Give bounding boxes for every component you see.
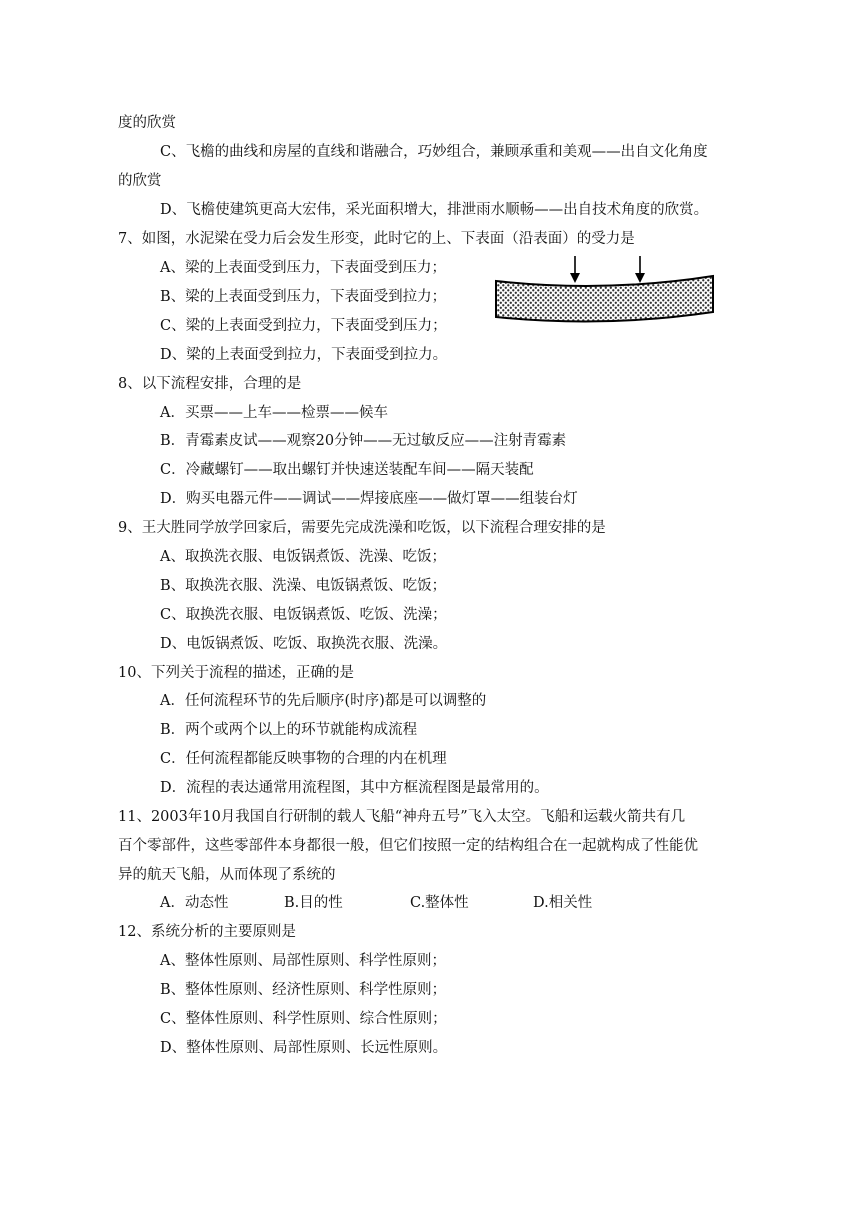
question-7-stem: 7、如图，水泥梁在受力后会发生形变，此时它的上、下表面（沿表面）的受力是	[118, 231, 635, 247]
question-10-option-d: D．流程的表达通常用流程图，其中方框流程图是最常用的。	[160, 780, 549, 796]
question-12-option-c: C、整体性原则、科学性原则、综合性原则；	[160, 1011, 447, 1027]
question-11-option-a: A．动态性	[160, 895, 229, 911]
question-10-option-b: B．两个或两个以上的环节就能构成流程	[160, 722, 418, 738]
question-8-option-c: C．冷藏螺钉——取出螺钉并快速送装配车间——隔天装配	[160, 462, 534, 478]
question-11-option-b: B.目的性	[284, 895, 343, 911]
option-d-prev: D、飞檐使建筑更高大宏伟，采光面积增大，排泄雨水顺畅——出自技术角度的欣赏。	[160, 202, 709, 218]
force-arrow-left-icon	[570, 273, 580, 283]
question-12-option-a: A、整体性原则、局部性原则、科学性原则；	[160, 953, 446, 969]
force-arrow-right-icon	[635, 273, 645, 283]
text-line: 度的欣赏	[118, 115, 176, 131]
question-9-stem: 9、王大胜同学放学回家后，需要先完成洗澡和吃饭，以下流程合理安排的是	[118, 520, 606, 536]
question-11-option-c: C.整体性	[410, 895, 469, 911]
question-7-option-b: B、梁的上表面受到压力，下表面受到拉力；	[160, 289, 447, 305]
question-8-option-a: A．买票——上车——检票——候车	[160, 405, 388, 421]
question-8-option-b: B．青霉素皮试——观察20分钟——无过敏反应——注射青霉素	[160, 433, 567, 449]
question-12-option-d: D、整体性原则、局部性原则、长远性原则。	[160, 1040, 448, 1056]
question-9-option-c: C、取换洗衣服、电饭锅煮饭、吃饭、洗澡；	[160, 607, 447, 623]
question-8-stem: 8、以下流程安排，合理的是	[118, 376, 302, 392]
concrete-beam	[496, 276, 713, 321]
text-line: 的欣赏	[118, 173, 162, 189]
question-9-option-b: B、取换洗衣服、洗澡、电饭锅煮饭、吃饭；	[160, 578, 447, 594]
option-c-prev: C、飞檐的曲线和房屋的直线和谐融合，巧妙组合，兼顾承重和美观——出自文化角度	[160, 144, 708, 160]
question-9-option-d: D、电饭锅煮饭、吃饭、取换洗衣服、洗澡。	[160, 636, 448, 652]
question-10-option-a: A．任何流程环节的先后顺序(时序)都是可以调整的	[160, 693, 487, 709]
question-11-stem-line-2: 百个零部件，这些零部件本身都很一般，但它们按照一定的结构组合在一起就构成了性能优	[118, 838, 698, 854]
question-9-option-a: A、取换洗衣服、电饭锅煮饭、洗澡、吃饭；	[160, 549, 446, 565]
question-7-option-a: A、梁的上表面受到压力，下表面受到压力；	[160, 260, 446, 276]
question-7-option-d: D、梁的上表面受到拉力，下表面受到拉力。	[160, 347, 448, 363]
question-10-stem: 10、下列关于流程的描述，正确的是	[118, 665, 354, 681]
question-12-option-b: B、整体性原则、经济性原则、科学性原则；	[160, 982, 447, 998]
question-11-stem-line-3: 异的航天飞船，从而体现了系统的	[118, 867, 336, 883]
beam-figure	[492, 254, 716, 324]
question-11-stem-line-1: 11、2003年10月我国自行研制的载人飞船“神舟五号”飞入太空。飞船和运载火箭共有几	[118, 809, 686, 825]
question-7-option-c: C、梁的上表面受到拉力，下表面受到压力；	[160, 318, 447, 334]
question-10-option-c: C．任何流程都能反映事物的合理的内在机理	[160, 751, 447, 767]
question-8-option-d: D．购买电器元件——调试——焊接底座——做灯罩——组装台灯	[160, 491, 578, 507]
question-11-option-d: D.相关性	[533, 895, 593, 911]
question-12-stem: 12、系统分析的主要原则是	[118, 924, 296, 940]
